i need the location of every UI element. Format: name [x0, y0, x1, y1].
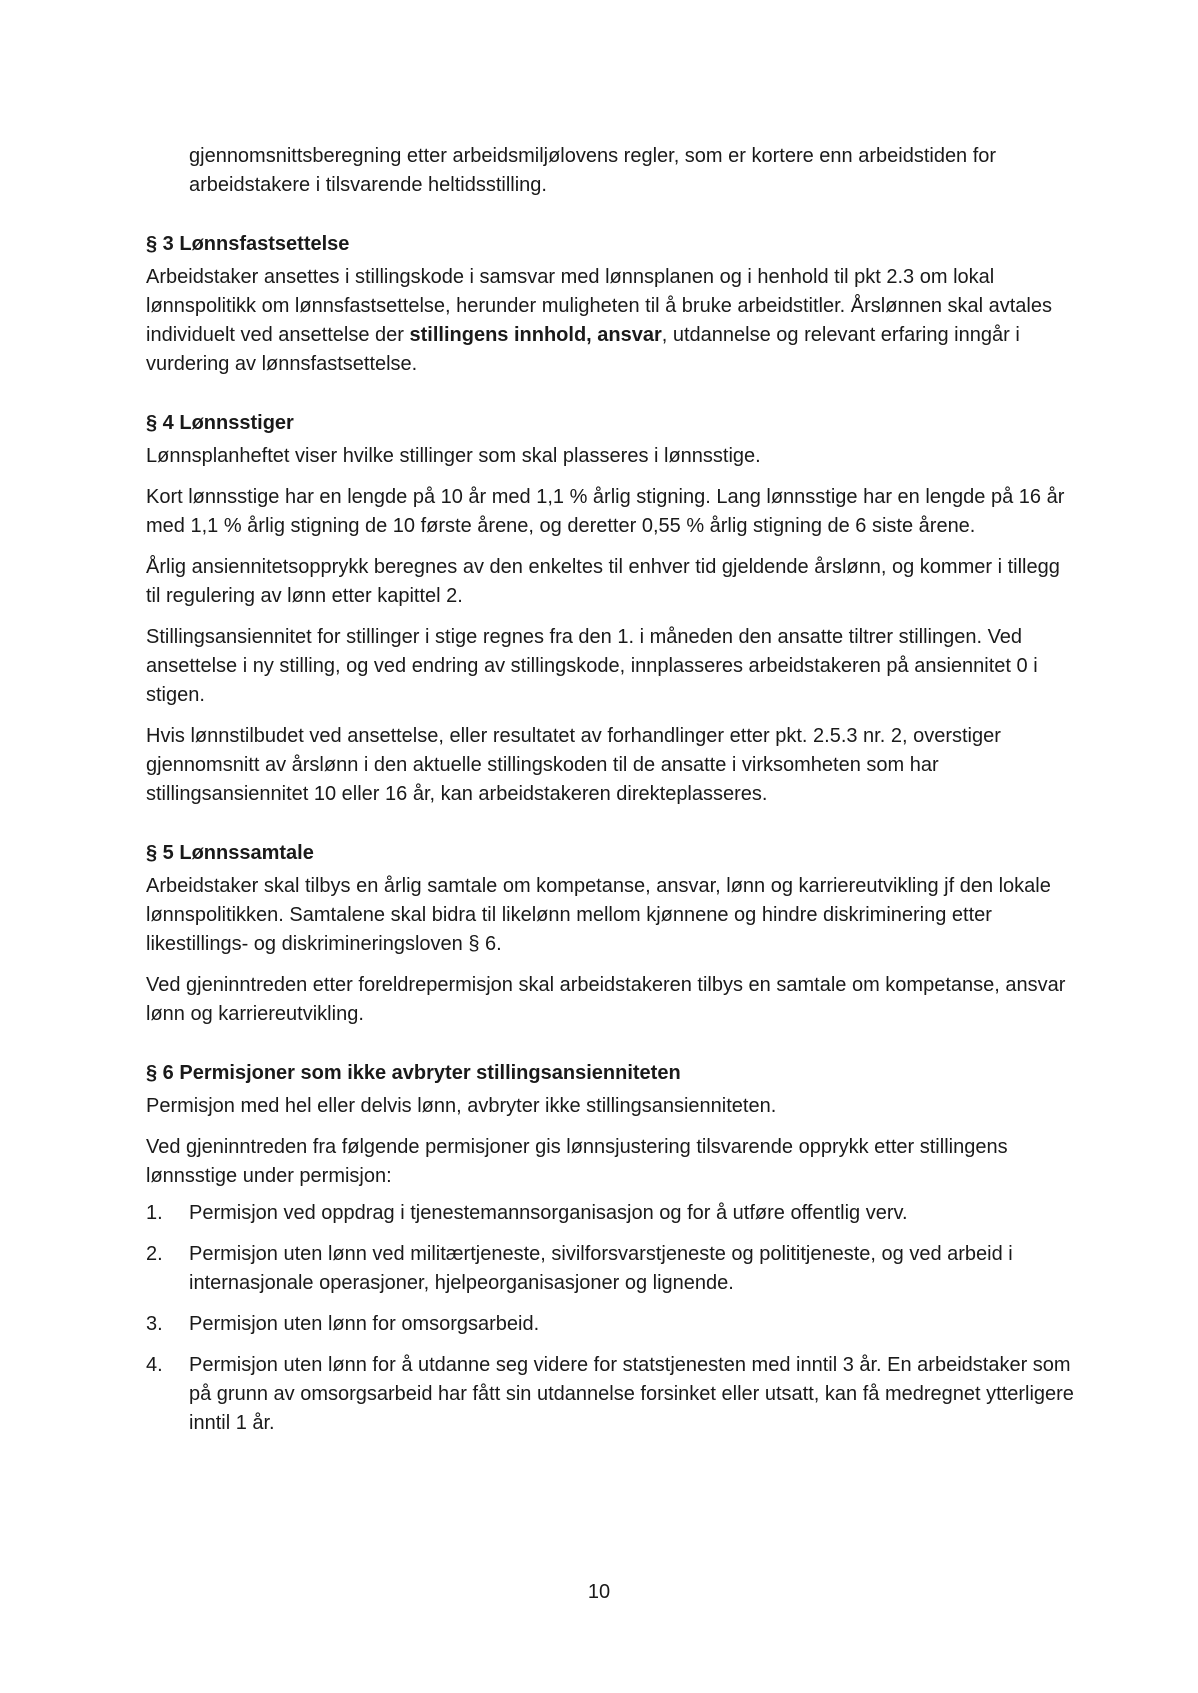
section-4-heading: § 4 Lønnsstiger	[146, 412, 294, 434]
section-3-bold-text: stillingens innhold, ansvar	[409, 324, 662, 346]
section-3-text-3: , utdannelse og relevant erfaring inngår i vurdering av lønnsfastsettelse.	[146, 324, 1020, 375]
list-item	[146, 1351, 1076, 1438]
list-item-number: 2.	[146, 1243, 163, 1265]
list-item-text: Permisjon uten lønn for å utdanne seg videre for statstjenesten med inntil 3 år. En arbeidstaker som på grunn av omsorgsarbeid har fått sin utdannelse forsinket eller utsatt, kan få medregnet ytterligere inntil 1 år.	[189, 1354, 1074, 1434]
section-6-paragraph-1: Permisjon med hel eller delvis lønn, avbryter ikke stillingsansienniteten.	[146, 1095, 777, 1117]
list-item-number: 4.	[146, 1354, 163, 1376]
list-item-number: 1.	[146, 1202, 163, 1224]
list-item-text: Permisjon uten lønn for omsorgsarbeid.	[189, 1313, 540, 1335]
section-3	[146, 230, 1076, 379]
section-3-heading: § 3 Lønnsfastsettelse	[146, 233, 350, 255]
section-6-paragraph-2: Ved gjeninntreden fra følgende permisjoner gis lønnsjustering tilsvarende opprykk etter stillingens lønnsstige under permisjon:	[146, 1136, 1008, 1187]
section-6-heading: § 6 Permisjoner som ikke avbryter stillingsansienniteten	[146, 1062, 681, 1084]
section-5-heading: § 5 Lønnssamtale	[146, 842, 314, 864]
list-item-text: Permisjon uten lønn ved militærtjeneste, sivilforsvarstjeneste og polititjeneste, og ved arbeid i internasjonale operasjoner, hjelpeorganisasjoner og lignende.	[189, 1243, 1013, 1294]
section-6	[146, 1059, 1076, 1438]
section-4-paragraph-5: Hvis lønnstilbudet ved ansettelse, eller resultatet av forhandlinger etter pkt. 2.5.3 nr. 2, overstiger gjennomsnitt av årslønn i den aktuelle stillingskoden til de ansatte i virksomheten som har stillingsansiennitet 10 eller 16 år, kan arbeidstakeren direkteplasseres.	[146, 725, 1001, 805]
section-4-paragraph-3: Årlig ansiennitetsopprykk beregnes av den enkeltes til enhver tid gjeldende årslønn, og kommer i tillegg til regulering av lønn etter kapittel 2.	[146, 556, 1060, 607]
section-5	[146, 839, 1076, 1029]
document-page	[146, 142, 1076, 1450]
page-number: 10	[587, 1581, 611, 1603]
intro-continuation: gjennomsnittsberegning etter arbeidsmiljølovens regler, som er kortere enn arbeidstiden for arbeidstakere i tilsvarende heltidsstilling.	[189, 145, 997, 196]
section-4-paragraph-1: Lønnsplanheftet viser hvilke stillinger som skal plasseres i lønnsstige.	[146, 445, 761, 467]
section-4-paragraph-2: Kort lønnsstige har en lengde på 10 år med 1,1 % årlig stigning. Lang lønnsstige har en lengde på 16 år med 1,1 % årlig stigning de 10 første årene, og deretter 0,55 % årlig stigning de 6 siste årene.	[146, 486, 1065, 537]
section-4	[146, 409, 1076, 809]
list-item	[146, 1199, 1076, 1228]
section-3-paragraph	[146, 263, 1076, 379]
section-3-text-1: Arbeidstaker ansettes i stillingskode i samsvar med lønnsplanen og i henhold til pkt 2.3 om lokal lønnspolitikk om lønnsfastsettelse, herunder muligheten til å bruke arbeidstitler.	[146, 266, 995, 317]
section-5-paragraph-1: Arbeidstaker skal tilbys en årlig samtale om kompetanse, ansvar, lønn og karriereutvikling jf den lokale lønnspolitikken. Samtalene skal bidra til likelønn mellom kjønnene og hindre diskriminering etter likestillings- og diskrimineringsloven § 6.	[146, 875, 1051, 955]
list-item-text: Permisjon ved oppdrag i tjenestemannsorganisasjon og for å utføre offentlig verv.	[189, 1202, 908, 1224]
list-item	[146, 1240, 1076, 1298]
section-4-paragraph-4: Stillingsansiennitet for stillinger i stige regnes fra den 1. i måneden den ansatte tiltrer stillingen. Ved ansettelse i ny stilling, og ved endring av stillingskode, innplasseres arbeidstakeren på ansiennitet 0 i stigen.	[146, 626, 1038, 706]
section-3-text-2: Årslønnen skal avtales individuelt ved ansettelse der	[146, 295, 1052, 346]
list-item-number: 3.	[146, 1313, 163, 1335]
permission-list	[146, 1199, 1076, 1438]
list-item	[146, 1310, 1076, 1339]
section-5-paragraph-2: Ved gjeninntreden etter foreldrepermisjon skal arbeidstakeren tilbys en samtale om kompetanse, ansvar lønn og karriereutvikling.	[146, 974, 1066, 1025]
